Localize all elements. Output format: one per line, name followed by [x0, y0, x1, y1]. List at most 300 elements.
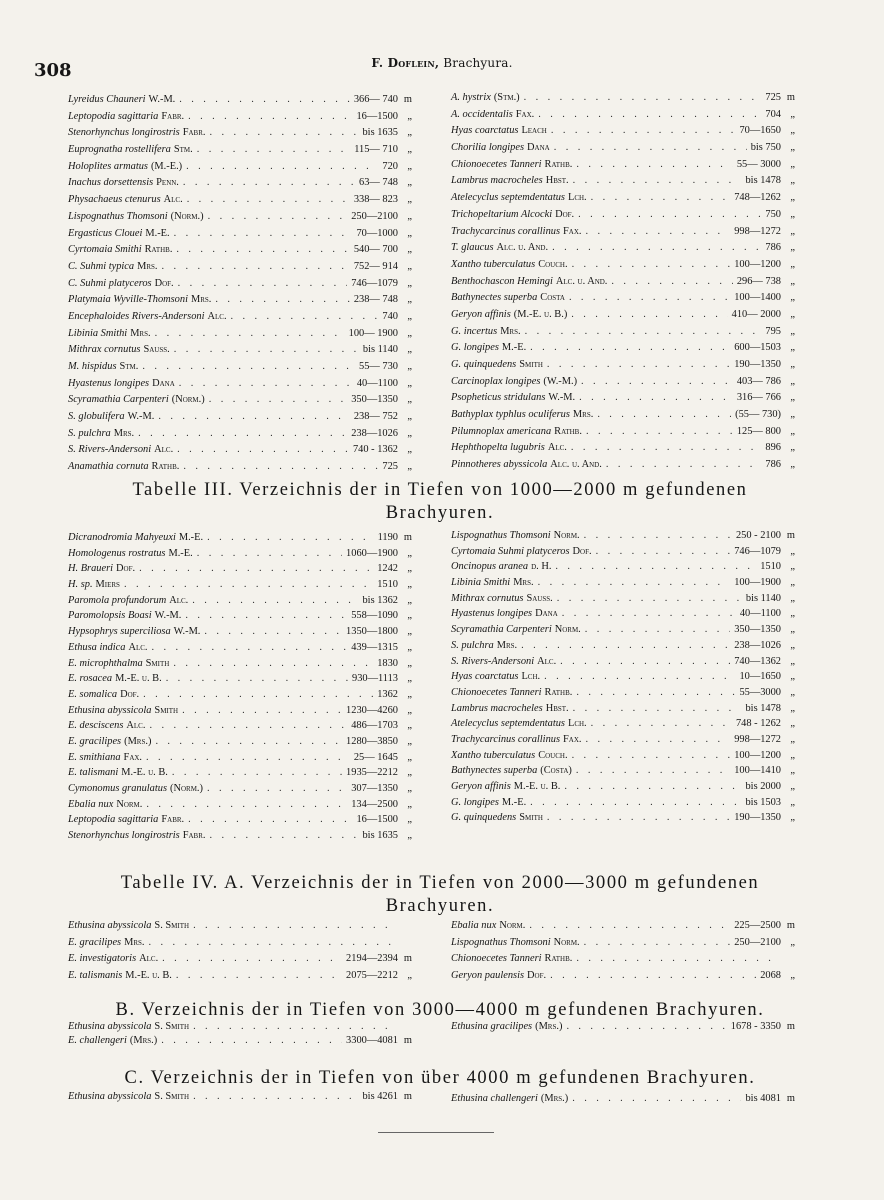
- depth-unit: „: [790, 459, 795, 471]
- depth-unit: „: [407, 547, 412, 559]
- species-author: M.-E. u. B.: [121, 767, 168, 779]
- depth-value: 10—1650: [739, 671, 781, 683]
- depth-unit: „: [407, 444, 412, 456]
- species-name: Leptopodia sagittaria: [68, 814, 159, 826]
- dot-leader: [179, 376, 353, 393]
- list-item: [68, 109, 412, 126]
- depth-unit: „: [790, 192, 795, 204]
- dot-leader: [557, 591, 742, 607]
- dot-leader: [555, 559, 756, 575]
- species-author: Dof.: [154, 277, 174, 289]
- list-item: [451, 716, 795, 732]
- depth-value: 16—1500: [356, 814, 398, 826]
- depth-value: 1350—1800: [346, 626, 398, 638]
- depth-value: 930—1113: [352, 673, 398, 685]
- species-name: Lambrus macrocheles: [451, 702, 543, 714]
- list-item: [68, 442, 412, 459]
- depth-value: 100—1400: [734, 292, 781, 304]
- depth-value: (55— 730): [735, 409, 781, 421]
- table4c-heading: [40, 1067, 840, 1090]
- list-item: [68, 209, 412, 226]
- depth-unit: „: [407, 814, 412, 826]
- species-author: W.-M.: [148, 94, 176, 105]
- list-item: [68, 259, 412, 276]
- list-item: [451, 173, 795, 190]
- dot-leader: [193, 1090, 358, 1104]
- depth-value: 250—2100: [734, 936, 781, 948]
- depth-unit: „: [790, 671, 795, 683]
- species-author: Costa: [540, 292, 565, 304]
- table4a-heading-line2: Brachyuren.: [385, 896, 495, 916]
- dot-leader: [591, 716, 732, 732]
- species-author: Alc.: [139, 953, 159, 965]
- species-name: Bathyplax typhlus oculiferus: [451, 409, 570, 421]
- list-item: [68, 797, 412, 813]
- species-author: Dof.: [527, 970, 547, 982]
- species-name: Libinia Smithi: [68, 327, 128, 339]
- depth-unit: m: [403, 1091, 412, 1102]
- list-item: [451, 935, 795, 952]
- species-author: Dof.: [120, 688, 140, 700]
- list-item: [451, 575, 795, 591]
- depth-unit: „: [790, 765, 795, 777]
- depth-value: 998—1272: [734, 225, 781, 237]
- depth-unit: „: [407, 735, 412, 747]
- dot-leader: [573, 173, 742, 190]
- species-author: Smith: [145, 657, 170, 669]
- list-item: [68, 459, 412, 476]
- table3-left-column: [68, 530, 412, 844]
- species-author: Hbst.: [545, 175, 569, 187]
- depth-unit: „: [790, 936, 795, 948]
- species-name: Cymonomus granulatus: [68, 783, 168, 794]
- table4a-heading-line1: Tabelle IV. A. Verzeichnis der in Tiefen von 2000—3000 m gefundenen: [120, 873, 760, 893]
- depth-unit: „: [407, 411, 412, 423]
- species-author: Mrs.: [130, 327, 151, 339]
- depth-unit: „: [407, 110, 412, 122]
- species-name: Xantho tuberculatus: [451, 258, 536, 270]
- list-item: [451, 157, 795, 174]
- depth-unit: „: [407, 970, 412, 982]
- depth-value: 1190: [377, 532, 398, 543]
- depth-value: 238—1026: [351, 427, 398, 439]
- species-name: Xantho tuberculatus: [451, 749, 536, 761]
- species-author: Miers: [95, 579, 120, 591]
- depth-unit: m: [403, 94, 412, 105]
- dot-leader: [162, 259, 350, 276]
- species-author: Alc.: [537, 655, 557, 667]
- dot-leader: [185, 608, 347, 624]
- species-author: Fabr.: [182, 127, 206, 139]
- depth-unit: „: [407, 579, 412, 591]
- species-author: Alc.: [126, 720, 146, 732]
- list-item: [451, 107, 795, 124]
- depth-value: 403— 786: [736, 375, 781, 387]
- depth-value: 740: [382, 310, 398, 322]
- depth-unit: „: [790, 292, 795, 304]
- species-author: Dof.: [555, 208, 575, 220]
- dot-leader: [521, 638, 730, 654]
- list-item: [451, 1020, 795, 1034]
- species-author: Mrs.: [513, 577, 534, 589]
- table4b-heading: [40, 999, 840, 1022]
- species-author: Rathb.: [151, 461, 180, 473]
- depth-value: 316— 766: [736, 392, 781, 404]
- species-author: (Mrs.): [124, 735, 152, 747]
- species-name: Benthochascon Hemingi: [451, 275, 553, 287]
- depth-value: bis 750: [750, 142, 781, 154]
- species-author: M.-E.: [145, 227, 170, 239]
- list-item: [68, 608, 412, 624]
- list-item: [451, 810, 795, 826]
- depth-value: 190—1350: [734, 359, 781, 370]
- dot-leader: [162, 951, 342, 968]
- depth-unit: „: [790, 545, 795, 557]
- species-name: Scyramathia Carpenteri: [451, 624, 552, 636]
- species-name: Trachycarcinus corallinus: [451, 733, 560, 745]
- depth-unit: „: [790, 158, 795, 170]
- table3-heading: [40, 479, 840, 525]
- list-item: [68, 656, 412, 672]
- dot-leader: [585, 622, 730, 638]
- list-item: [451, 274, 795, 291]
- list-item: [451, 257, 795, 274]
- species-name: Lispognathus Thomsoni: [451, 936, 551, 948]
- dot-leader: [564, 779, 741, 795]
- table4a-left-column: [68, 918, 412, 985]
- depth-value: 1280—3850: [346, 735, 398, 747]
- dot-leader: [562, 606, 736, 622]
- depth-value: 486—1703: [351, 720, 398, 732]
- table3-heading-line2: Brachyuren.: [385, 503, 495, 523]
- depth-value: 3300—4081: [346, 1035, 398, 1046]
- dot-leader: [174, 226, 353, 243]
- depth-unit: „: [407, 127, 412, 139]
- species-name: Ethusina abyssicola: [68, 704, 152, 716]
- list-item: [68, 577, 412, 593]
- list-item: [68, 671, 412, 687]
- dot-leader: [183, 175, 355, 192]
- depth-unit: „: [407, 344, 412, 356]
- table4a-heading: [40, 872, 840, 918]
- list-item: [68, 968, 412, 985]
- species-author: Lch.: [567, 192, 587, 204]
- species-author: W.-M.: [173, 626, 201, 638]
- species-author: Fabr.: [161, 814, 185, 826]
- depth-unit: „: [790, 359, 795, 370]
- depth-unit: „: [407, 177, 412, 189]
- depth-unit: „: [407, 277, 412, 289]
- depth-value: 2075—2212: [346, 970, 398, 982]
- species-name: Ebalia nux: [451, 920, 497, 931]
- species-name: E. gracilipes: [68, 735, 122, 747]
- species-name: A. occidentalis: [451, 108, 513, 120]
- species-author: Rathb.: [554, 425, 582, 437]
- species-author: Fabr.: [161, 110, 185, 122]
- list-item: [68, 951, 412, 968]
- dot-leader: [573, 701, 742, 717]
- depth-value: 2194—2394: [346, 953, 398, 965]
- dot-leader: [197, 546, 342, 562]
- dot-leader: [586, 424, 733, 441]
- depth-unit: „: [407, 783, 412, 794]
- species-author: Sauss.: [526, 592, 553, 604]
- species-name: Euprognatha rostellifera: [68, 144, 171, 156]
- depth-unit: „: [407, 377, 412, 389]
- depth-value: 725: [382, 461, 398, 473]
- dot-leader: [173, 656, 373, 672]
- dot-leader: [142, 359, 355, 376]
- dot-leader: [146, 797, 347, 813]
- list-item: [68, 342, 412, 359]
- species-name: H. sp.: [68, 579, 93, 591]
- species-author: Couch.: [538, 258, 568, 270]
- depth-unit: „: [407, 688, 412, 700]
- dot-leader: [146, 750, 350, 766]
- dot-leader: [584, 935, 731, 952]
- species-author: M.-E. u. B.: [513, 781, 561, 792]
- dot-leader: [178, 276, 348, 293]
- depth-value: 1678 - 3350: [730, 1021, 781, 1032]
- depth-unit: „: [407, 641, 412, 653]
- species-name: Cyrtomaia Suhmi platyceros: [451, 545, 570, 557]
- running-head-author: F. Doflein,: [371, 56, 440, 70]
- species-author: M.-E.: [501, 796, 527, 808]
- depth-unit: m: [786, 920, 795, 931]
- dot-leader: [552, 240, 761, 257]
- list-item: [451, 968, 795, 985]
- species-author: (Norm.): [171, 394, 205, 406]
- list-item: [451, 654, 795, 670]
- species-name: E. smithiana: [68, 751, 121, 763]
- table4a-right-column: [451, 918, 795, 985]
- depth-value: 55—3000: [739, 686, 781, 698]
- depth-unit: „: [407, 227, 412, 239]
- dot-leader: [176, 968, 342, 985]
- species-author: Norm.: [499, 920, 526, 931]
- list-item: [68, 326, 412, 343]
- table4c-right-column: [451, 1092, 795, 1106]
- list-item: [68, 703, 412, 719]
- depth-unit: „: [790, 561, 795, 573]
- species-name: Anamathia cornuta: [68, 461, 149, 473]
- dot-leader: [529, 918, 730, 935]
- depth-unit: „: [790, 325, 795, 337]
- species-author: Lch.: [567, 718, 587, 730]
- species-name: Lambrus macrocheles: [451, 175, 543, 187]
- depth-value: bis 1478: [745, 175, 781, 187]
- list-item: [68, 593, 412, 609]
- dot-leader: [155, 326, 345, 343]
- dot-leader: [183, 459, 378, 476]
- species-author: M.-E.: [168, 547, 193, 559]
- depth-value: bis 1140: [362, 344, 398, 356]
- depth-unit: „: [790, 733, 795, 745]
- species-name: C. Suhmi typica: [68, 260, 135, 272]
- depth-value: 134—2500: [351, 798, 398, 810]
- depth-value: 100— 1900: [348, 327, 398, 339]
- depth-unit: „: [790, 242, 795, 254]
- dot-leader: [177, 442, 349, 459]
- depth-unit: „: [407, 798, 412, 810]
- dot-leader: [209, 392, 348, 409]
- list-item: [68, 624, 412, 640]
- depth-value: 1510: [377, 579, 398, 591]
- list-item: [451, 290, 795, 307]
- species-name: Paromola profundorum: [68, 594, 167, 606]
- species-author: M.-E. u. B.: [125, 970, 172, 982]
- dot-leader: [530, 340, 730, 357]
- species-author: Fax.: [563, 733, 582, 745]
- species-name: S. Rivers-Andersoni: [451, 655, 535, 667]
- depth-value: 70—1650: [739, 125, 781, 137]
- species-author: Alc.: [128, 641, 148, 653]
- list-item: [451, 638, 795, 654]
- depth-value: 748—1262: [734, 192, 781, 204]
- species-author: Alc. u. And.: [555, 275, 608, 287]
- depth-value: 307—1350: [351, 783, 398, 794]
- species-name: G. quinquedens: [451, 359, 517, 370]
- species-author: Sauss.: [143, 344, 170, 356]
- list-item: [451, 544, 795, 560]
- list-item: [451, 701, 795, 717]
- page-number: 308: [34, 60, 72, 81]
- list-item: [451, 440, 795, 457]
- depth-value: 1230—4260: [346, 704, 398, 716]
- depth-value: 410— 2000: [731, 308, 781, 320]
- dot-leader: [554, 140, 747, 157]
- depth-unit: „: [790, 718, 795, 730]
- dot-leader: [172, 765, 342, 781]
- species-author: Alc.: [169, 594, 189, 606]
- depth-value: 1830: [377, 657, 398, 669]
- running-head-title: Brachyura.: [443, 56, 513, 70]
- depth-value: 40—1100: [739, 608, 781, 620]
- depth-value: 786: [765, 459, 781, 471]
- dot-leader: [193, 1020, 394, 1034]
- species-name: Pinnotheres abyssicola: [451, 459, 548, 471]
- running-head: [0, 56, 884, 70]
- list-item: [451, 207, 795, 224]
- species-name: C. Suhmi platyceros: [68, 277, 152, 289]
- list-item: [68, 734, 412, 750]
- species-author: W.-M.: [548, 392, 576, 404]
- depth-value: bis 4261: [362, 1091, 398, 1102]
- dot-leader: [576, 763, 730, 779]
- species-author: Mrs.: [500, 325, 521, 337]
- species-name: Hyastenus longipes: [68, 377, 150, 389]
- dot-leader: [606, 457, 762, 474]
- depth-value: 746—1079: [351, 277, 398, 289]
- species-author: Fabr.: [182, 830, 206, 842]
- dot-leader: [572, 257, 731, 274]
- depth-unit: „: [407, 210, 412, 222]
- list-item: [68, 687, 412, 703]
- species-author: d. H.: [531, 561, 552, 573]
- species-name: Ethusina abyssicola: [68, 920, 152, 931]
- species-author: Alc. u. And.: [496, 242, 549, 254]
- species-author: M.-E. u. B.: [115, 673, 162, 685]
- depth-unit: „: [407, 294, 412, 306]
- list-item: [68, 226, 412, 243]
- depth-value: 720: [382, 160, 398, 172]
- depth-value: 238— 752: [353, 411, 398, 423]
- depth-unit: „: [790, 442, 795, 454]
- depth-unit: „: [790, 275, 795, 287]
- list-item: [451, 606, 795, 622]
- species-author: Mrs.: [113, 427, 135, 439]
- depth-unit: „: [790, 375, 795, 387]
- depth-unit: m: [786, 1093, 795, 1104]
- dot-leader: [231, 309, 379, 326]
- species-author: Mrs.: [137, 260, 158, 272]
- table4c-heading-text: C. Verzeichnis der in Tiefen von über 4000 m gefundenen Brachyuren.: [124, 1068, 756, 1088]
- species-name: E. challengeri: [68, 1035, 127, 1046]
- depth-value: 1060—1900: [346, 547, 398, 559]
- species-name: Carcinoplax longipes: [451, 375, 541, 387]
- species-name: Psopheticus stridulans: [451, 392, 546, 404]
- species-name: Chionoecetes Tanneri: [451, 158, 542, 170]
- dot-leader: [158, 409, 350, 426]
- depth-unit: „: [407, 461, 412, 473]
- species-name: Geryon paulensis: [451, 970, 525, 982]
- species-author: Rathb.: [544, 158, 573, 170]
- dot-leader: [584, 528, 732, 544]
- list-item: [451, 779, 795, 795]
- species-author: S. Smith: [154, 1091, 190, 1102]
- dot-leader: [138, 426, 347, 443]
- species-name: Encephaloides Rivers-Andersoni: [68, 310, 205, 322]
- dot-leader: [193, 918, 394, 935]
- dot-leader: [530, 795, 741, 811]
- list-item: [451, 951, 795, 968]
- species-name: Hyas coarctatus: [451, 125, 519, 137]
- table4b-heading-text: B. Verzeichnis der in Tiefen von 3000—4000 m gefundenen Brachyuren.: [115, 1000, 765, 1020]
- species-name: Physachaeus ctenurus: [68, 194, 161, 206]
- depth-unit: „: [407, 657, 412, 669]
- species-author: Dof.: [116, 563, 136, 575]
- depth-unit: „: [790, 409, 795, 421]
- list-item: [451, 918, 795, 935]
- table4c-left-column: [68, 1090, 412, 1104]
- species-name: Platymaia Wyville-Thomsoni: [68, 294, 188, 306]
- species-author: Stm.: [119, 361, 139, 372]
- dot-leader: [550, 968, 756, 985]
- species-name: Stenorhynchus longirostris: [68, 127, 180, 139]
- list-item: [451, 559, 795, 575]
- species-name: Lispognathus Thomsoni: [451, 530, 551, 541]
- species-author: Smith: [154, 704, 179, 716]
- species-name: Hephthopelta lugubris: [451, 442, 545, 454]
- dot-leader: [204, 624, 342, 640]
- depth-unit: „: [407, 767, 412, 779]
- dot-leader: [151, 640, 347, 656]
- depth-value: 238—1026: [734, 639, 781, 651]
- depth-unit: „: [790, 749, 795, 761]
- dot-leader: [560, 654, 730, 670]
- dot-leader: [155, 734, 342, 750]
- list-item: [68, 409, 412, 426]
- species-author: (Norm.): [170, 210, 204, 222]
- species-author: Fax.: [515, 108, 535, 120]
- dot-leader: [186, 159, 378, 176]
- dot-leader: [210, 828, 359, 844]
- species-name: Paromolopsis Boasi: [68, 610, 152, 622]
- species-author: Smith: [519, 812, 543, 824]
- species-name: G. incertus: [451, 325, 498, 337]
- species-author: W.-M.: [154, 610, 182, 622]
- species-name: Ethusina abyssicola: [68, 1021, 152, 1032]
